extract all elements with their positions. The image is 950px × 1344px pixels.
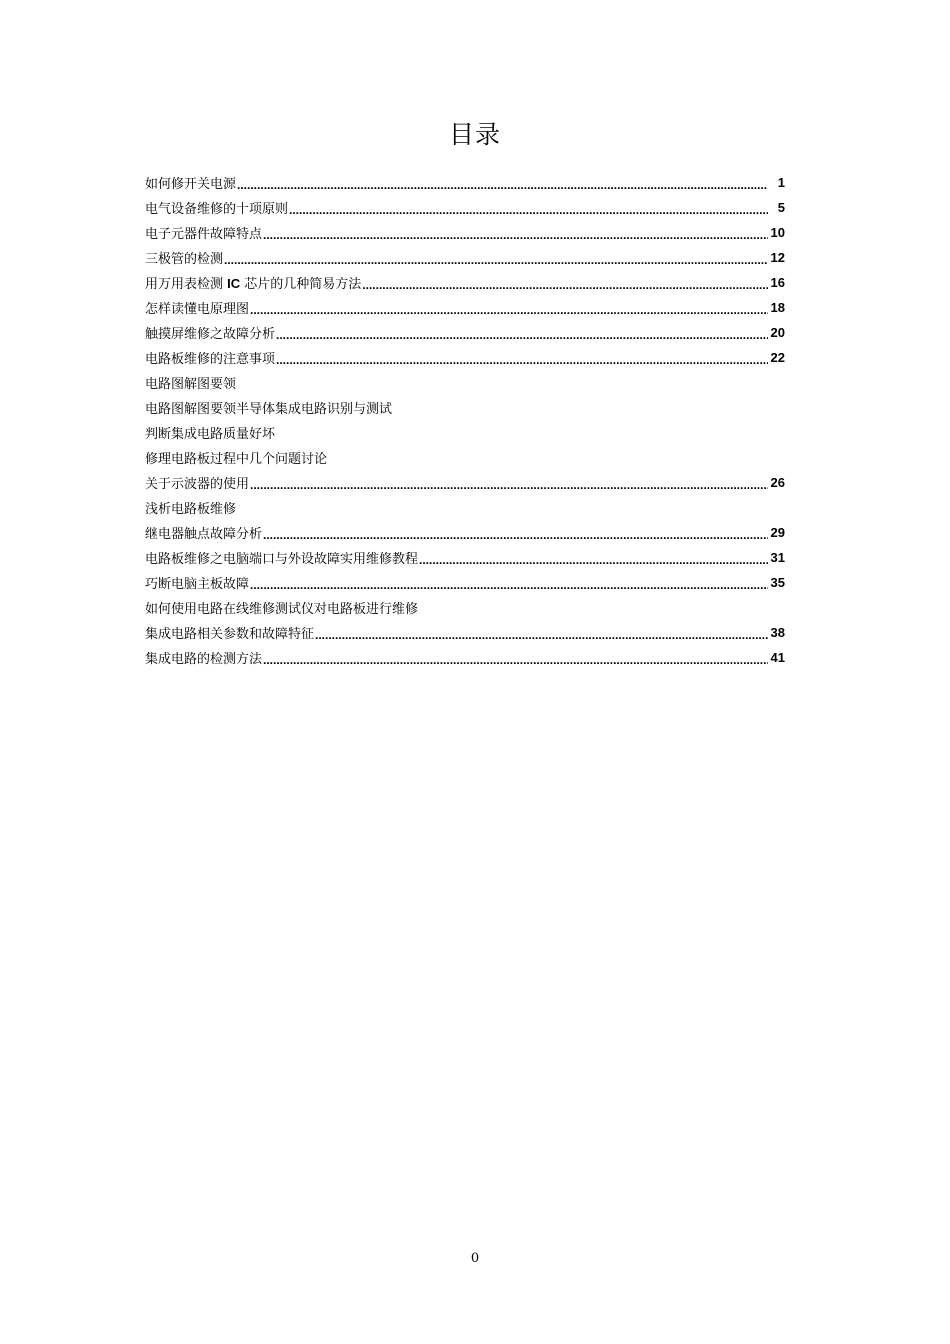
- toc-dot-leader: [237, 176, 768, 190]
- toc-entry-label: 巧断电脑主板故障: [145, 577, 250, 592]
- toc-entry-label: 三极管的检测: [145, 252, 224, 267]
- toc-entry-page: 18: [770, 300, 785, 315]
- toc-entry-label: 关于示波器的使用: [145, 477, 250, 492]
- page-title: 目录: [448, 120, 501, 149]
- toc-entry-label: 怎样读懂电原理图: [145, 302, 250, 317]
- toc-dot-leader: [224, 251, 768, 265]
- toc-dot-leader: [263, 226, 768, 240]
- toc-entry-label: 电路图解图要领半导体集成电路识别与测试: [145, 402, 393, 417]
- toc-entry-label: 浅析电路板维修: [145, 502, 237, 517]
- toc-entry-relay[interactable]: [145, 520, 785, 545]
- table-of-contents: [145, 170, 785, 670]
- toc-label-part: 用万用表检测: [145, 277, 228, 292]
- toc-entry-pcb-analysis[interactable]: [145, 495, 785, 520]
- toc-dot-leader: [419, 551, 768, 565]
- toc-entry-page: 1: [777, 175, 785, 190]
- toc-dot-leader: [263, 526, 768, 540]
- toc-entry-ic-identify[interactable]: [145, 395, 785, 420]
- toc-entry-pcb-notes[interactable]: [145, 345, 785, 370]
- toc-entry-schematic-tips[interactable]: [145, 370, 785, 395]
- toc-entry-oscilloscope[interactable]: [145, 470, 785, 495]
- toc-label-part: 芯片的几种简易方法: [240, 277, 362, 292]
- toc-entry-ic-multimeter[interactable]: [145, 270, 785, 295]
- toc-entry-label: 触摸屏维修之故障分析: [145, 327, 276, 342]
- toc-entry-page: 31: [770, 550, 785, 565]
- toc-entry-label: 电子元器件故障特点: [145, 227, 263, 242]
- toc-dot-leader: [276, 351, 768, 365]
- toc-entry-page: 16: [770, 275, 785, 290]
- footer-page-number: 0: [470, 1251, 480, 1266]
- toc-entry-label: 如何使用电路在线维修测试仪对电路板进行维修: [145, 602, 419, 617]
- toc-entry-page: 22: [770, 350, 785, 365]
- toc-entry-label: [145, 273, 361, 292]
- toc-dot-leader: [263, 651, 768, 665]
- toc-entry-label: 修理电路板过程中几个问题讨论: [145, 452, 328, 467]
- toc-entry-page: 5: [777, 200, 785, 215]
- toc-entry-motherboard[interactable]: [145, 570, 785, 595]
- toc-dot-leader: [315, 626, 768, 640]
- toc-dot-leader: [250, 301, 768, 315]
- toc-entry-label: 电路图解图要领: [145, 377, 237, 392]
- toc-entry-label: 继电器触点故障分析: [145, 527, 263, 542]
- toc-entry-page: 26: [770, 475, 785, 490]
- toc-entry-label: 集成电路相关参数和故障特征: [145, 627, 315, 642]
- toc-entry-page: 41: [770, 650, 785, 665]
- toc-entry-touchscreen[interactable]: [145, 320, 785, 345]
- toc-dot-leader: [276, 326, 768, 340]
- toc-entry-pc-ports[interactable]: [145, 545, 785, 570]
- toc-entry-page: 29: [770, 525, 785, 540]
- toc-entry-page: 38: [770, 625, 785, 640]
- toc-entry-label: 电路板维修的注意事项: [145, 352, 276, 367]
- toc-label-strong: IC: [227, 276, 241, 291]
- toc-entry-page: 20: [770, 325, 785, 340]
- toc-entry-ic-detection[interactable]: [145, 645, 785, 670]
- toc-entry-pcb-discussion[interactable]: [145, 445, 785, 470]
- toc-entry-online-tester[interactable]: [145, 595, 785, 620]
- toc-entry-page: 10: [770, 225, 785, 240]
- toc-entry-repair-principles[interactable]: [145, 195, 785, 220]
- toc-entry-component-faults[interactable]: [145, 220, 785, 245]
- toc-entry-page: 35: [770, 575, 785, 590]
- toc-entry-label: 电路板维修之电脑端口与外设故障实用维修教程: [145, 552, 419, 567]
- toc-entry-switch-power[interactable]: [145, 170, 785, 195]
- toc-entry-label: 如何修开关电源: [145, 177, 237, 192]
- toc-entry-label: 电气设备维修的十项原则: [145, 202, 289, 217]
- toc-dot-leader: [362, 276, 768, 290]
- toc-entry-label: 集成电路的检测方法: [145, 652, 263, 667]
- toc-entry-read-schematic[interactable]: [145, 295, 785, 320]
- toc-entry-ic-parameters[interactable]: [145, 620, 785, 645]
- toc-entry-page: 12: [770, 250, 785, 265]
- toc-entry-transistor-test[interactable]: [145, 245, 785, 270]
- toc-dot-leader: [250, 476, 768, 490]
- toc-entry-ic-quality[interactable]: [145, 420, 785, 445]
- toc-dot-leader: [250, 576, 768, 590]
- toc-entry-label: 判断集成电路质量好坏: [145, 427, 276, 442]
- toc-dot-leader: [289, 201, 768, 215]
